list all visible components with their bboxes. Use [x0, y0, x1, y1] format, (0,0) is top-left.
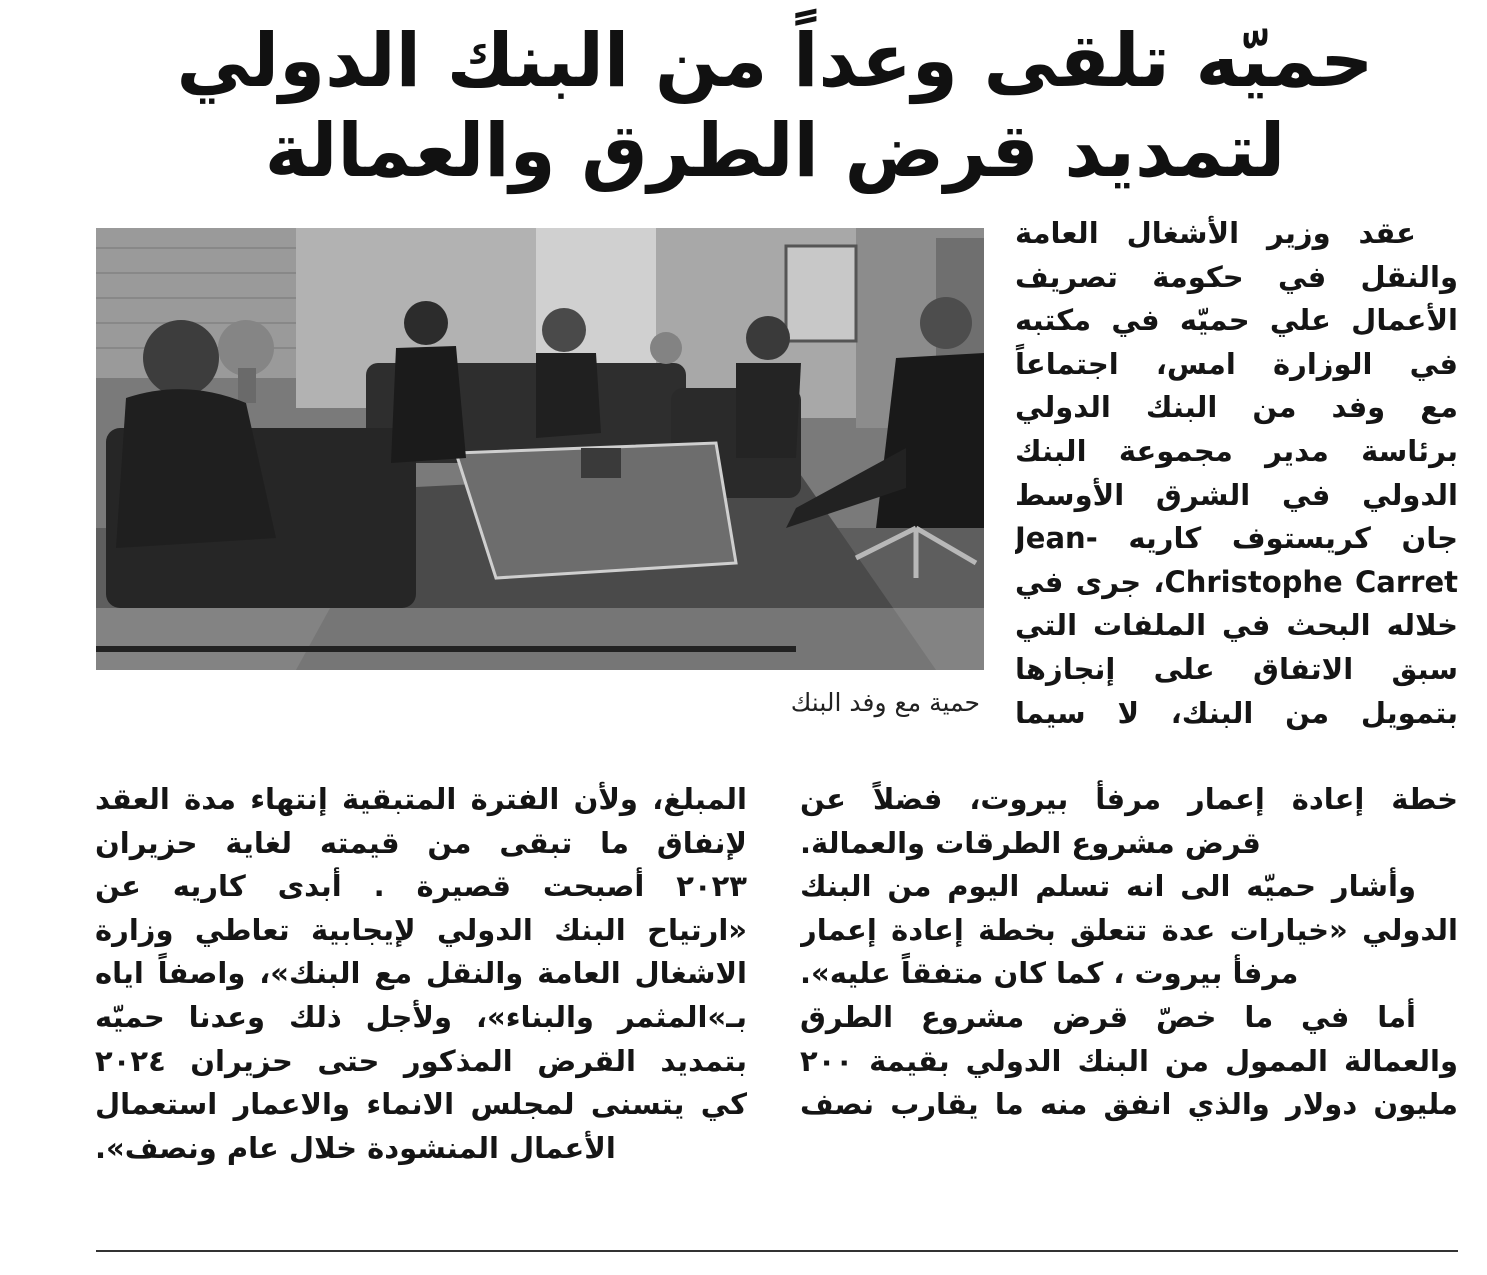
paragraph-line: الأعمال المنشودة خلال عام ونصف». [95, 1130, 616, 1165]
paragraph-line: الاشغال العامة والنقل مع البنك»، واصفاً اياه [95, 956, 747, 991]
paragraph-line: بتمديد القرض المذكور حتى حزيران ٢٠٢٤ [95, 1043, 747, 1078]
headline-line-2: لتمديد قرض الطرق والعمالة [264, 108, 1286, 194]
paragraph-line: والنقل في حكومة تصريف [1015, 259, 1458, 294]
photo-caption: حمية مع وفد البنك [790, 688, 980, 717]
paragraph-line: سبق الاتفاق على إنجازها [1015, 651, 1458, 686]
bottom-divider [96, 1250, 1458, 1252]
article-photo [96, 228, 984, 670]
paragraph-line: مع وفد من البنك الدولي [1015, 390, 1458, 425]
paragraph-line: مليون دولار والذي انفق منه ما يقارب نصف [800, 1087, 1458, 1122]
paragraph-line: مرفأ بيروت ، كما كان متفقاً عليه». [800, 956, 1299, 991]
paragraph-line: أما في ما خصّ قرض مشروع الطرق [800, 999, 1416, 1034]
paragraph-line: وأشار حميّه الى انه تسلم اليوم من البنك [800, 869, 1416, 904]
paragraph-line: بـ»المثمر والبناء»، ولأجل ذلك وعدنا حميّه [95, 999, 747, 1034]
paragraph-line: المبلغ، ولأن الفترة المتبقية إنتهاء مدة العقد [95, 782, 747, 816]
paragraph-line: «ارتياح البنك الدولي لإيجابية تعاطي وزارة [95, 912, 747, 947]
paragraph-line: الدولي في الشرق الأوسط [1015, 477, 1458, 512]
paragraph-line: خلاله البحث في الملفات التي [1015, 608, 1458, 643]
paragraph-line: في الوزارة امس، اجتماعاً [1015, 346, 1458, 381]
article-column-right-bottom [800, 778, 1458, 1127]
paragraph-line: كي يتسنى لمجلس الانماء والاعمار استعمال [95, 1087, 747, 1122]
paragraph-line: بتمويل من البنك، لا سيما [1015, 695, 1458, 730]
paragraph-line: Christophe Carret، جرى في [1015, 564, 1458, 599]
paragraph-line: والعمالة الممول من البنك الدولي بقيمة ٢٠٠ [800, 1043, 1458, 1078]
paragraph-line: ٢٠٢٣ أصبحت قصيرة . أبدى كاريه عن [95, 869, 747, 904]
paragraph-line: قرض مشروع الطرقات والعمالة. [800, 825, 1261, 860]
paragraph-line: الدولي «خيارات عدة تتعلق بخطة إعادة إعمار [800, 912, 1458, 947]
headline-line-1: حميّه تلقى وعداً من البنك الدولي [176, 18, 1374, 104]
paragraph-line: برئاسة مدير مجموعة البنك [1015, 433, 1458, 468]
paragraph-line: عقد وزير الأشغال العامة [1015, 216, 1416, 250]
article-column-right-top [1015, 212, 1458, 735]
paragraph-line: لإنفاق ما تبقى من قيمته لغاية حزيران [95, 825, 747, 860]
paragraph-line: خطة إعادة إعمار مرفأ بيروت، فضلاً عن [800, 782, 1458, 816]
paragraph-line: الأعمال علي حميّه في مكتبه [1015, 303, 1458, 338]
article-column-left-bottom [95, 778, 747, 1170]
paragraph-line: جان كريستوف كاريه -Jean [1015, 521, 1458, 556]
